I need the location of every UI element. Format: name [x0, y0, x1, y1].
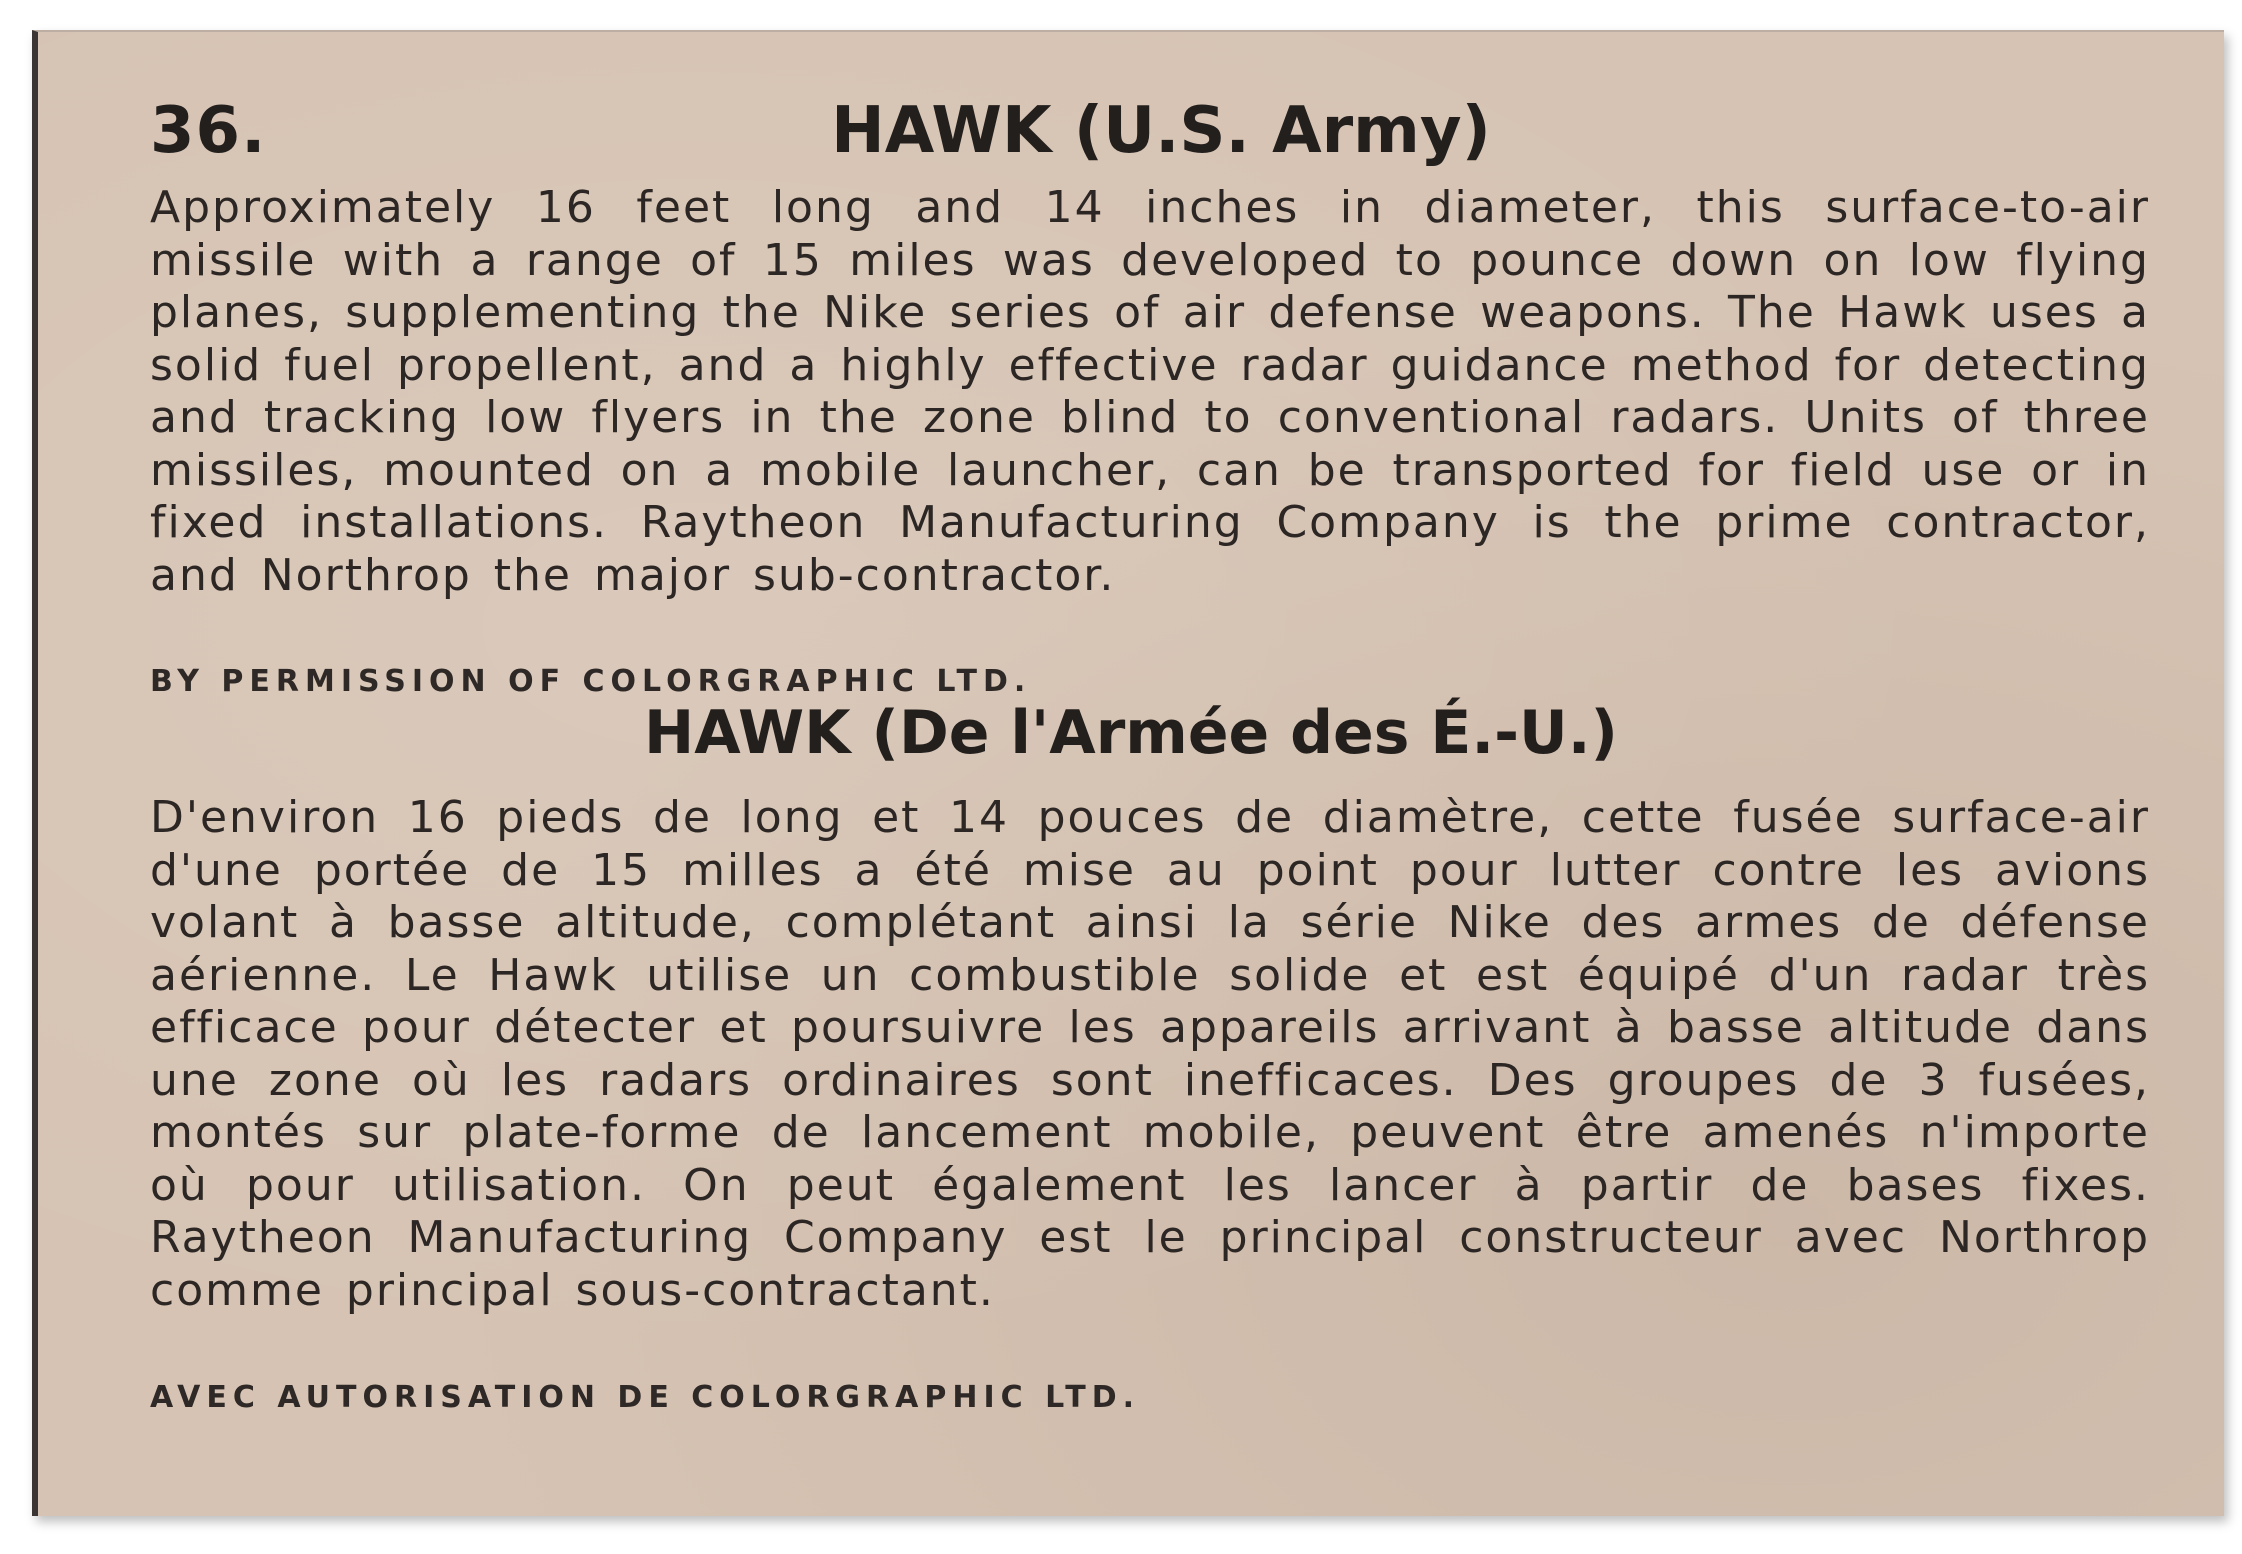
english-title: HAWK (U.S. Army) — [831, 94, 1491, 168]
french-title: HAWK (De l'Armée des É.-U.) — [644, 698, 1618, 768]
trading-card-back — [32, 30, 2224, 1516]
english-credit: BY PERMISSION OF COLORGRAPHIC LTD. — [150, 664, 1032, 699]
card-number: 36. — [150, 94, 267, 168]
french-credit: AVEC AUTORISATION DE COLORGRAPHIC LTD. — [150, 1380, 1140, 1415]
french-description: D'environ 16 pieds de long et 14 pouces de diamètre, cette fusée surface-air d'une portée de 15 milles a été mise au point pour lutter contre les avions volant à basse altitude, complétant ainsi la série Nike des armes de défense aérienne. Le Hawk utilise un combustible solide et est équipé d'un radar très efficace pour détecter et poursuivre les appareils arrivant à basse altitude dans une zone où les radars ordinaires sont inefficaces. Des groupes de 3 fusées, montés sur plate-forme de lancement mobile, peuvent être amenés n'importe où pour utilisation. On peut également les lancer à partir de bases fixes. Raytheon Manufacturing Company est le principal constructeur avec Northrop comme principal sous-contractant. — [150, 792, 2150, 1316]
english-description: Approximately 16 feet long and 14 inches in diameter, this surface-to-air missile with a range of 15 miles was developed to pounce down on low flying planes, supplementing the Nike series of air defense weapons. The Hawk uses a solid fuel propellent, and a highly effective radar guidance method for detecting and tracking low flyers in the zone blind to conventional radars. Units of three missiles, mounted on a mobile launcher, can be transported for field use or in fixed installations. Raytheon Manufacturing Company is the prime contractor, and Northrop the major sub-contractor. — [150, 182, 2150, 601]
